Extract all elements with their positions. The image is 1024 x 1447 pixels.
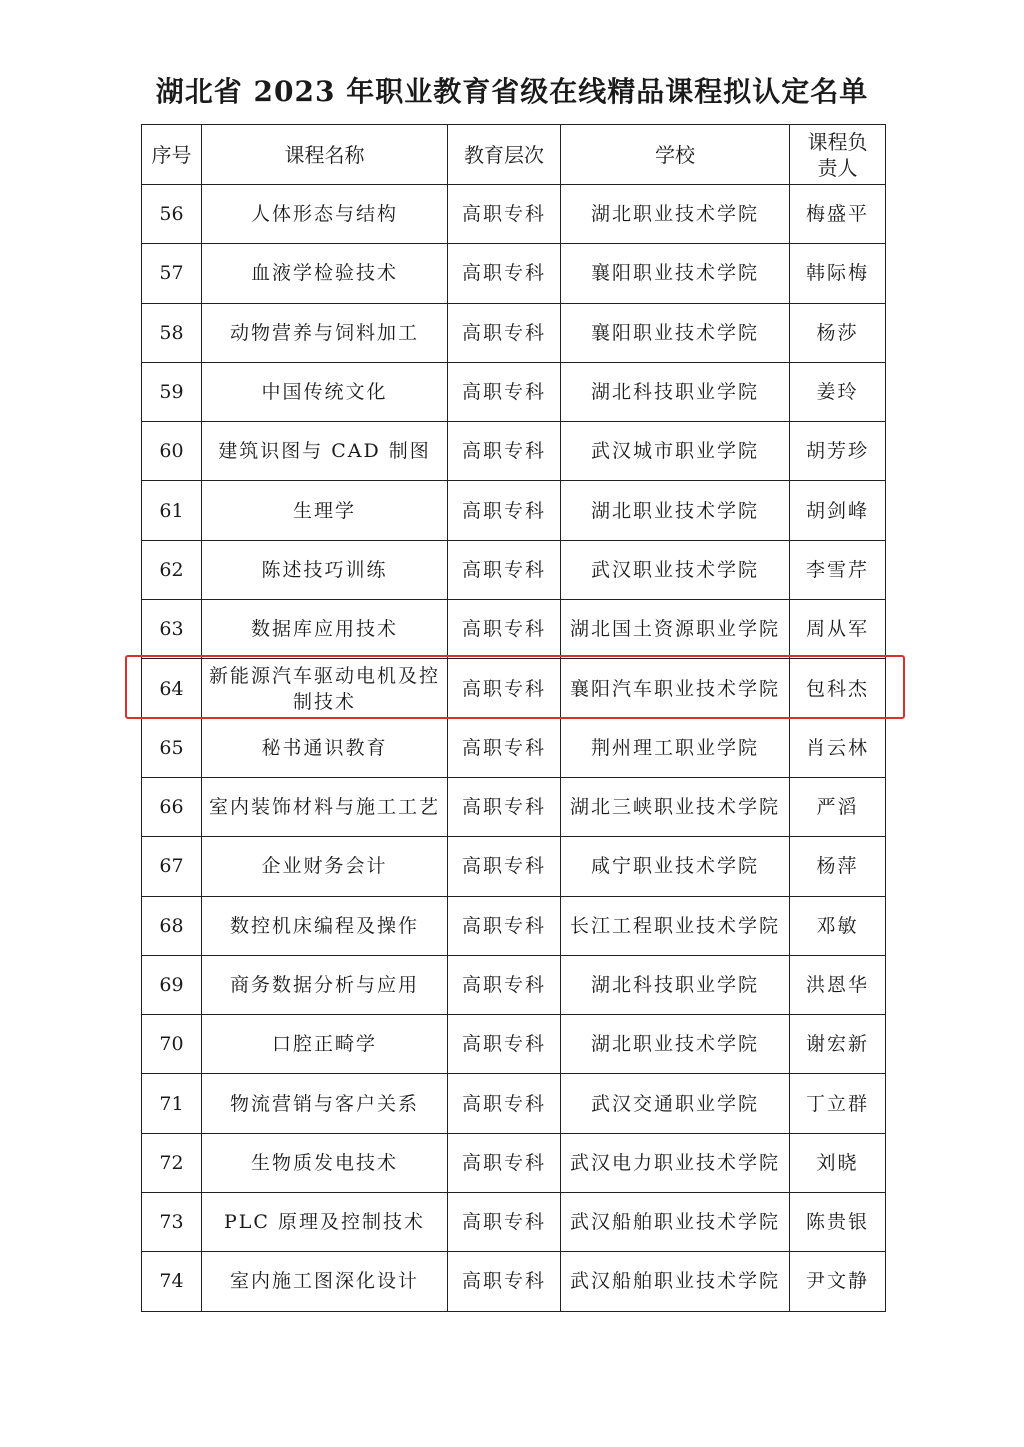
table-row (142, 481, 886, 540)
table-row (142, 244, 886, 303)
cell-number: 66 (142, 777, 202, 836)
cell-education-level: 高职专科 (448, 837, 561, 896)
cell-number: 64 (142, 659, 202, 718)
cell-school: 湖北职业技术学院 (561, 481, 790, 540)
cell-number: 62 (142, 540, 202, 599)
cell-school: 武汉城市职业学院 (561, 422, 790, 481)
header-course-name: 课程名称 (202, 125, 448, 185)
cell-course-leader: 刘晓 (790, 1133, 886, 1192)
cell-education-level: 高职专科 (448, 896, 561, 955)
cell-number: 74 (142, 1252, 202, 1311)
cell-course-leader: 姜玲 (790, 362, 886, 421)
cell-course-leader: 梅盛平 (790, 185, 886, 244)
cell-course-leader: 周从军 (790, 600, 886, 659)
cell-course-name: 新能源汽车驱动电机及控制技术 (202, 659, 448, 718)
cell-course-name: 室内施工图深化设计 (202, 1252, 448, 1311)
cell-school: 武汉船舶职业技术学院 (561, 1193, 790, 1252)
table-row (142, 659, 886, 718)
cell-course-leader: 邓敏 (790, 896, 886, 955)
cell-education-level: 高职专科 (448, 422, 561, 481)
header-number: 序号 (142, 125, 202, 185)
cell-course-leader: 韩际梅 (790, 244, 886, 303)
cell-school: 襄阳汽车职业技术学院 (561, 659, 790, 718)
cell-course-name: 血液学检验技术 (202, 244, 448, 303)
cell-number: 73 (142, 1193, 202, 1252)
cell-number: 70 (142, 1015, 202, 1074)
cell-number: 57 (142, 244, 202, 303)
cell-course-leader: 丁立群 (790, 1074, 886, 1133)
table-row (142, 1074, 886, 1133)
cell-course-leader: 洪恩华 (790, 955, 886, 1014)
cell-school: 荆州理工职业学院 (561, 718, 790, 777)
cell-school: 咸宁职业技术学院 (561, 837, 790, 896)
cell-school: 武汉职业技术学院 (561, 540, 790, 599)
cell-school: 武汉船舶职业技术学院 (561, 1252, 790, 1311)
cell-education-level: 高职专科 (448, 955, 561, 1014)
cell-number: 58 (142, 303, 202, 362)
cell-course-name: 口腔正畸学 (202, 1015, 448, 1074)
cell-course-leader: 杨萍 (790, 837, 886, 896)
cell-course-name: 物流营销与客户关系 (202, 1074, 448, 1133)
cell-education-level: 高职专科 (448, 600, 561, 659)
cell-school: 湖北科技职业学院 (561, 955, 790, 1014)
cell-school: 武汉电力职业技术学院 (561, 1133, 790, 1192)
table-row (142, 1015, 886, 1074)
table-row (142, 837, 886, 896)
cell-course-leader: 尹文静 (790, 1252, 886, 1311)
cell-education-level: 高职专科 (448, 481, 561, 540)
cell-school: 襄阳职业技术学院 (561, 244, 790, 303)
cell-number: 67 (142, 837, 202, 896)
cell-number: 69 (142, 955, 202, 1014)
table-row (142, 422, 886, 481)
cell-course-name: 数控机床编程及操作 (202, 896, 448, 955)
cell-education-level: 高职专科 (448, 244, 561, 303)
cell-course-leader: 肖云林 (790, 718, 886, 777)
cell-education-level: 高职专科 (448, 718, 561, 777)
header-course-leader: 课程负责人 (790, 125, 886, 185)
cell-school: 湖北三峡职业技术学院 (561, 777, 790, 836)
cell-course-name: 生物质发电技术 (202, 1133, 448, 1192)
cell-number: 71 (142, 1074, 202, 1133)
cell-course-leader: 谢宏新 (790, 1015, 886, 1074)
table-row (142, 1133, 886, 1192)
cell-education-level: 高职专科 (448, 1252, 561, 1311)
table-row (142, 185, 886, 244)
cell-course-name: 室内装饰材料与施工工艺 (202, 777, 448, 836)
cell-course-name: 陈述技巧训练 (202, 540, 448, 599)
table-row (142, 1252, 886, 1311)
cell-number: 56 (142, 185, 202, 244)
table-header-row (142, 125, 886, 185)
table-row (142, 540, 886, 599)
cell-number: 59 (142, 362, 202, 421)
table-row (142, 896, 886, 955)
cell-school: 湖北科技职业学院 (561, 362, 790, 421)
cell-education-level: 高职专科 (448, 185, 561, 244)
cell-course-leader: 陈贵银 (790, 1193, 886, 1252)
cell-course-leader: 严滔 (790, 777, 886, 836)
cell-school: 长江工程职业技术学院 (561, 896, 790, 955)
cell-course-name: 动物营养与饲料加工 (202, 303, 448, 362)
cell-number: 63 (142, 600, 202, 659)
cell-number: 65 (142, 718, 202, 777)
table-row (142, 955, 886, 1014)
cell-education-level: 高职专科 (448, 1133, 561, 1192)
cell-school: 武汉交通职业学院 (561, 1074, 790, 1133)
cell-course-leader: 李雪芹 (790, 540, 886, 599)
cell-school: 湖北职业技术学院 (561, 1015, 790, 1074)
cell-course-leader: 胡芳珍 (790, 422, 886, 481)
cell-course-name: 建筑识图与 CAD 制图 (202, 422, 448, 481)
cell-school: 湖北国土资源职业学院 (561, 600, 790, 659)
cell-education-level: 高职专科 (448, 540, 561, 599)
page-title: 湖北省 2023 年职业教育省级在线精品课程拟认定名单 (155, 75, 869, 108)
table-row (142, 600, 886, 659)
cell-number: 68 (142, 896, 202, 955)
cell-education-level: 高职专科 (448, 1193, 561, 1252)
cell-school: 湖北职业技术学院 (561, 185, 790, 244)
header-education-level: 教育层次 (448, 125, 561, 185)
table-row (142, 1193, 886, 1252)
cell-number: 60 (142, 422, 202, 481)
cell-number: 72 (142, 1133, 202, 1192)
table-row (142, 718, 886, 777)
cell-course-leader: 胡剑峰 (790, 481, 886, 540)
table-row (142, 777, 886, 836)
cell-course-name: 中国传统文化 (202, 362, 448, 421)
cell-course-leader: 包科杰 (790, 659, 886, 718)
cell-number: 61 (142, 481, 202, 540)
cell-education-level: 高职专科 (448, 1074, 561, 1133)
course-table (141, 124, 886, 1312)
cell-course-name: 企业财务会计 (202, 837, 448, 896)
cell-course-name: PLC 原理及控制技术 (202, 1193, 448, 1252)
table-row (142, 303, 886, 362)
header-school: 学校 (561, 125, 790, 185)
cell-education-level: 高职专科 (448, 777, 561, 836)
cell-education-level: 高职专科 (448, 362, 561, 421)
cell-education-level: 高职专科 (448, 659, 561, 718)
cell-course-name: 生理学 (202, 481, 448, 540)
cell-education-level: 高职专科 (448, 1015, 561, 1074)
cell-course-leader: 杨莎 (790, 303, 886, 362)
cell-course-name: 数据库应用技术 (202, 600, 448, 659)
cell-school: 襄阳职业技术学院 (561, 303, 790, 362)
cell-course-name: 秘书通识教育 (202, 718, 448, 777)
cell-course-name: 人体形态与结构 (202, 185, 448, 244)
cell-education-level: 高职专科 (448, 303, 561, 362)
cell-course-name: 商务数据分析与应用 (202, 955, 448, 1014)
table-row (142, 362, 886, 421)
